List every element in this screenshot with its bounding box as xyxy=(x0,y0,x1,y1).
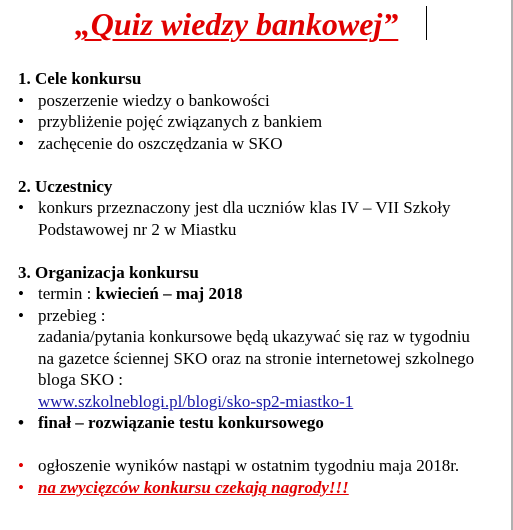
bullet-icon: • xyxy=(18,284,24,303)
document-body xyxy=(18,68,508,498)
list-item: • zachęcenie do oszczędzania w SKO xyxy=(18,133,283,153)
bullet-icon: • xyxy=(18,133,24,153)
list-item-termin: • termin : kwiecień – maj 2018 xyxy=(18,284,243,303)
bullet-icon: • xyxy=(18,456,24,475)
bullet-icon: • xyxy=(18,112,24,131)
list-item: • poszerzenie wiedzy o bankowości xyxy=(18,90,270,110)
section-heading-goals: 1. Cele konkursu xyxy=(18,69,142,88)
section-heading-participants: 2. Uczestnicy xyxy=(18,176,113,196)
section-heading-organization: 3. Organizacja konkursu xyxy=(18,262,199,282)
page-title: „Quiz wiedzy bankowej” xyxy=(74,6,399,42)
list-item-przebieg: • przebieg : zadania/pytania konkursowe będą ukazywać się raz w tygodniu na gazetce ściennej SKO oraz na stronie internetowej szkolnego bloga SKO : www.szkolneblogi.pl/blogi/sko-sp2-miastko-1 xyxy=(18,305,475,411)
list-item: • konkurs przeznaczony jest dla uczniów klas IV – VII Szkoły Podstawowej nr 2 w Miastku xyxy=(18,198,451,239)
bullet-icon: • xyxy=(18,305,24,325)
bullet-icon: • xyxy=(18,198,24,217)
list-item: • przybliżenie pojęć związanych z bankiem xyxy=(18,112,323,131)
bullet-icon: • xyxy=(18,477,24,497)
text-cursor xyxy=(426,6,427,40)
list-item-results: • ogłoszenie wyników nastąpi w ostatnim tygodniu maja 2018r. xyxy=(18,456,460,475)
sko-blog-link[interactable]: www.szkolneblogi.pl/blogi/sko-sp2-miastko-1 xyxy=(38,391,354,411)
list-item-final: • finał – rozwiązanie testu konkursowego xyxy=(18,413,324,432)
bullet-icon: • xyxy=(18,90,24,110)
bullet-icon: • xyxy=(18,413,24,432)
list-item-prizes: • na zwycięzców konkursu czekają nagrody!!! xyxy=(18,477,349,497)
